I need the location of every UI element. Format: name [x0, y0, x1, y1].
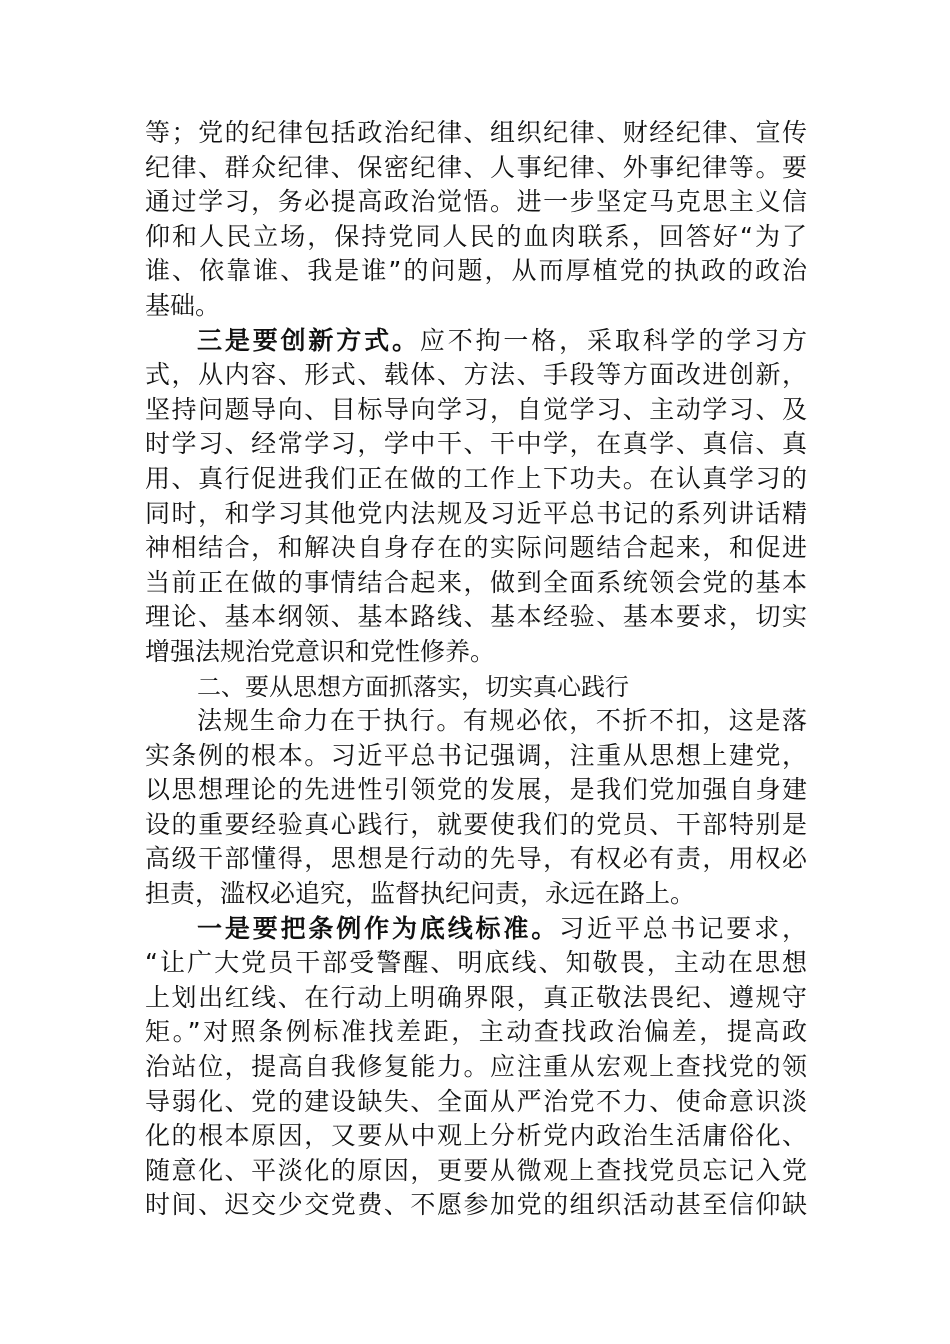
text-line: 纪律、群众纪律、保密纪律、人事纪律、外事纪律等。要: [145, 152, 807, 182]
text-line: 导弱化、党的建设缺失、全面从严治党不力、使命意识淡: [145, 1086, 807, 1116]
text-line: 理论、基本纲领、基本路线、基本经验、基本要求，切实: [145, 602, 807, 632]
text-line: 当前正在做的事情结合起来，做到全面系统领会党的基本: [145, 567, 807, 597]
text-line: [145, 324, 807, 359]
text-line: “让广大党员干部受警醒、明底线、知敬畏，主动在思想: [145, 948, 807, 978]
paragraph-first-line-rest: 习近平总书记要求，: [559, 913, 807, 943]
text-line: 神相结合，和解决自身存在的实际问题结合起来，和促进: [145, 533, 807, 563]
section-heading: [145, 670, 807, 705]
text-line: 等；党的纪律包括政治纪律、组织纪律、财经纪律、宣传: [145, 118, 807, 147]
paragraph-bottom-line-standard: [145, 912, 807, 1223]
text-line: 设的重要经验真心践行，就要使我们的党员、干部特别是: [145, 809, 807, 839]
text-line: 坚持问题导向、目标导向学习，自觉学习、主动学习、及: [145, 394, 807, 424]
text-line: 以思想理论的先进性引领党的发展，是我们党加强自身建: [145, 775, 807, 805]
text-line: 化的根本原因，又要从中观上分析党内政治生活庸俗化、: [145, 1121, 807, 1151]
text-line: 用、真行促进我们正在做的工作上下功夫。在认真学习的: [145, 463, 807, 493]
text-line: 实条例的根本。习近平总书记强调，注重从思想上建党，: [145, 740, 807, 770]
text-line: 随意化、平淡化的原因，更要从微观上查找党员忘记入党: [145, 1155, 807, 1185]
paragraph-discipline-continuation: [145, 116, 807, 324]
text-line: 基础。: [145, 290, 221, 320]
text-line: 通过学习，务必提高政治觉悟。进一步坚定马克思主义信: [145, 187, 807, 217]
paragraph-innovate-methods: [145, 324, 807, 670]
paragraph-first-line-rest: 应不拘一格，采取科学的学习方: [419, 325, 807, 355]
document-body: [145, 116, 807, 1223]
text-line: 同时，和学习其他党内法规及习近平总书记的系列讲话精: [145, 498, 807, 528]
text-line: 上划出红线、在行动上明确界限，真正敬法畏纪、遵规守: [145, 982, 807, 1012]
text-line: 担责，滥权必追究，监督执纪问责，永远在路上。: [145, 879, 696, 909]
text-line: 高级干部懂得，思想是行动的先导，有权必有责，用权必: [145, 844, 807, 874]
paragraph-lead-bold: 三是要创新方式。: [197, 325, 420, 355]
text-line: 时学习、经常学习，学中干、干中学，在真学、真信、真: [145, 429, 807, 459]
text-line: 式，从内容、形式、载体、方法、手段等方面改进创新，: [145, 360, 807, 390]
section-heading-text: 二、要从思想方面抓落实，切实真心践行: [197, 672, 629, 701]
text-line: 法规生命力在于执行。有规必依，不折不扣，这是落: [197, 706, 807, 736]
text-line: [145, 912, 807, 947]
paragraph-lead-bold: 一是要把条例作为底线标准。: [197, 913, 560, 943]
text-line: 时间、迟交少交党费、不愿参加党的组织活动甚至信仰缺: [145, 1190, 807, 1220]
paragraph-regulation-execution: [145, 704, 807, 912]
text-line: 谁、依靠谁、我是谁”的问题，从而厚植党的执政的政治: [145, 256, 807, 286]
text-line: 治站位，提高自我修复能力。应注重从宏观上查找党的领: [145, 1052, 807, 1082]
text-line: 矩。”对照条例标准找差距，主动查找政治偏差，提高政: [145, 1017, 807, 1047]
text-line: 仰和人民立场，保持党同人民的血肉联系，回答好“为了: [145, 221, 807, 251]
text-line: 增强法规治党意识和党性修养。: [145, 636, 496, 666]
